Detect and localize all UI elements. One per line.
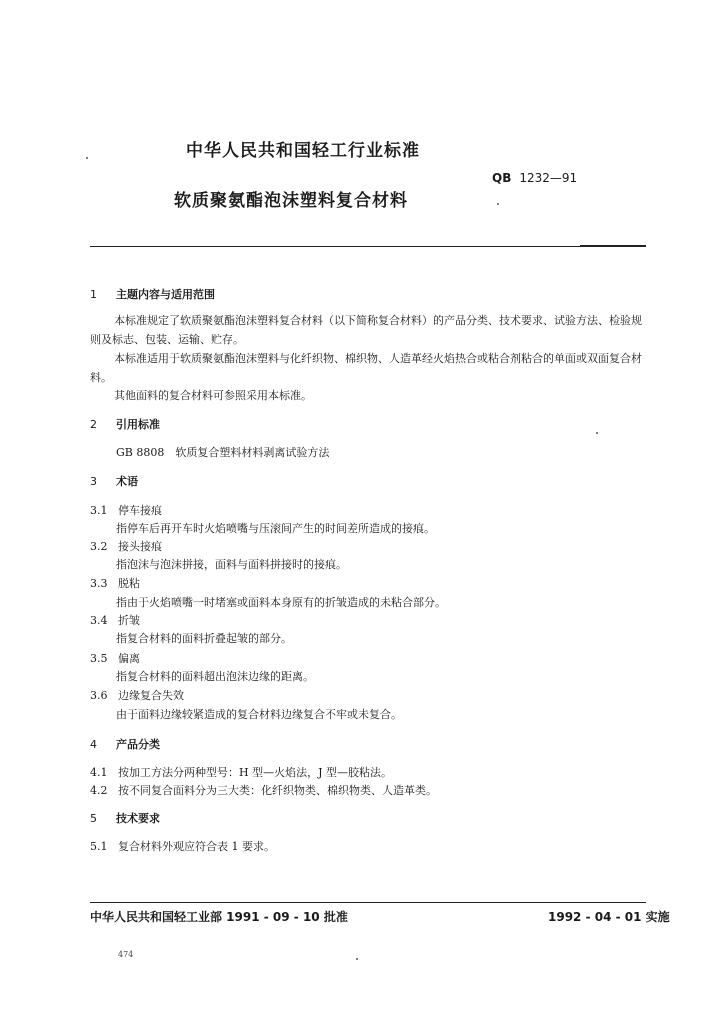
- section-number: 3: [90, 475, 97, 488]
- section-number: 5: [90, 812, 97, 825]
- section-4-heading: [90, 736, 160, 752]
- term-name: 脱粘: [118, 577, 140, 590]
- section-title: 产品分类: [116, 738, 160, 751]
- term-3-6: [90, 687, 184, 703]
- section-title: 引用标准: [116, 418, 160, 431]
- approval-statement: 中华人民共和国轻工业部 1991 - 09 - 10 批准: [90, 910, 348, 924]
- term-number: 3.4: [90, 614, 108, 627]
- term-name: 边缘复合失效: [118, 689, 184, 702]
- section-title: 术语: [116, 475, 138, 488]
- top-divider: [90, 246, 646, 247]
- term-3-4: [90, 612, 140, 628]
- document-title: 软质聚氨酯泡沫塑料复合材料: [174, 191, 408, 211]
- item-text: 按不同复合面料分为三大类：化纤织物类、棉织物类、人造革类。: [118, 784, 437, 797]
- item-text: 复合材料外观应符合表 1 要求。: [118, 840, 275, 853]
- section-number: 2: [90, 418, 97, 431]
- item-5-1: [90, 838, 275, 854]
- standard-title: 中华人民共和国轻工行业标准: [186, 141, 420, 161]
- reference-standard: GB 8808 软质复合塑料材料剥离试验方法: [116, 446, 330, 459]
- term-number: 3.5: [90, 652, 108, 665]
- item-4-2: [90, 782, 437, 798]
- item-4-1: [90, 764, 392, 780]
- section-1-paragraph-3: 其他面料的复合材料可参照采用本标准。: [114, 389, 312, 402]
- term-number: 3.6: [90, 689, 108, 702]
- section-number: 4: [90, 738, 97, 751]
- standard-code: [492, 171, 577, 185]
- scan-speck: [86, 157, 88, 159]
- section-title: 技术要求: [116, 812, 160, 825]
- section-5-heading: [90, 810, 160, 826]
- section-1-paragraph-1: 本标准规定了软质聚氨酯泡沫塑料复合材料（以下简称复合材料）的产品分类、技术要求、试验方法、检验规则及标志、包装、运输、贮存。: [90, 314, 642, 346]
- top-divider-accent: [580, 245, 646, 247]
- effective-date: 1992 - 04 - 01 实施: [548, 910, 670, 924]
- item-number: 4.2: [90, 784, 108, 797]
- scan-speck: [356, 958, 358, 960]
- section-title: 主题内容与适用范围: [116, 288, 215, 301]
- term-name: 停车接痕: [118, 504, 162, 517]
- term-name: 接头接痕: [118, 540, 162, 553]
- scan-speck: [596, 432, 598, 434]
- section-2-heading: [90, 416, 160, 432]
- page-number: 474: [118, 950, 134, 959]
- term-3-5: [90, 650, 140, 666]
- term-number: 3.3: [90, 577, 108, 590]
- bottom-divider: [90, 902, 646, 903]
- item-number: 4.1: [90, 766, 108, 779]
- term-name: 折皱: [118, 614, 140, 627]
- term-3-1-definition: 指停车后再开车时火焰喷嘴与压滚间产生的时间差所造成的接痕。: [116, 522, 435, 535]
- code-number: 1232—91: [519, 171, 578, 185]
- term-3-2: [90, 538, 162, 554]
- term-3-4-definition: 指复合材料的面料折叠起皱的部分。: [116, 632, 292, 645]
- term-name: 偏离: [118, 652, 140, 665]
- term-number: 3.2: [90, 540, 108, 553]
- section-1-paragraph-2: 本标准适用于软质聚氨酯泡沫塑料与化纤织物、棉织物、人造革经火焰热合或粘合剂粘合的单面或双面复合材料。: [90, 352, 642, 384]
- term-3-5-definition: 指复合材料的面料超出泡沫边缘的距离。: [116, 670, 314, 683]
- term-number: 3.1: [90, 504, 108, 517]
- term-3-3: [90, 575, 140, 591]
- section-number: 1: [90, 288, 97, 301]
- term-3-1: [90, 502, 162, 518]
- item-number: 5.1: [90, 840, 108, 853]
- scan-speck: [497, 203, 499, 205]
- term-3-3-definition: 指由于火焰喷嘴一时堵塞或面料本身原有的折皱造成的未粘合部分。: [116, 596, 446, 609]
- item-text: 按加工方法分两种型号：H 型—火焰法，J 型—胶粘法。: [118, 766, 392, 779]
- code-prefix: QB: [492, 171, 512, 185]
- term-3-2-definition: 指泡沫与泡沫拼接，面料与面料拼接时的接痕。: [116, 558, 347, 571]
- section-1-heading: [90, 286, 215, 302]
- term-3-6-definition: 由于面料边缘较紧造成的复合材料边缘复合不牢或未复合。: [116, 708, 402, 721]
- section-3-heading: [90, 473, 138, 489]
